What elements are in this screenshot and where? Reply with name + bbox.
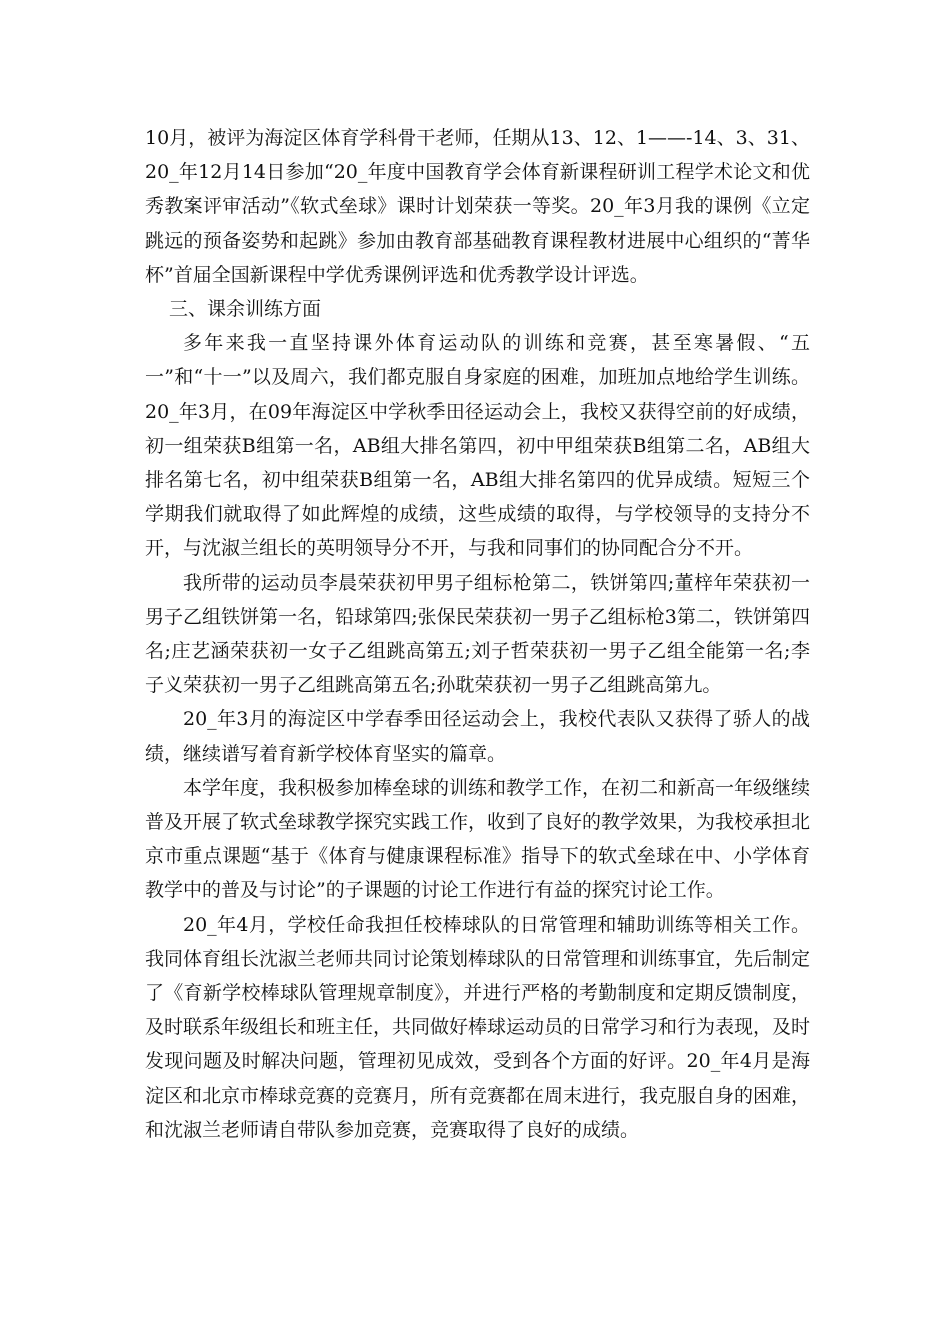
paragraph-award-history: 10月，被评为海淀区体育学科骨干老师，任期从13、12、1——-14、3、31、20_年12月14日参加“20_年度中国教育学会体育新课程研训工程学术论文和优秀教案评审活动”《软式垒球》课时计划荣获一等奖。20_年3月我的课例《立定跳远的预备姿势和起跳》参加由教育部基础教育课程教材进展中心组织的“菁华杯”首届全国新课程中学优秀课例评选和优秀教学设计评选。 — [145, 127, 810, 286]
document-body — [145, 121, 810, 1147]
paragraph-baseball-management: 20_年4月，学校任命我担任校棒球队的日常管理和辅助训练等相关工作。我同体育组长沈淑兰老师共同讨论策划棒球队的日常管理和训练事宜，先后制定了《育新学校棒球队管理规章制度》，并进行严格的考勤制度和定期反馈制度，及时联系年级组长和班主任，共同做好棒球运动员的日常学习和行为表现，及时发现问题及时解决问题，管理初见成效，受到各个方面的好评。20_年4月是海淀区和北京市棒球竞赛的竞赛月，所有竞赛都在周末进行，我克服自身的困难，和沈淑兰老师请自带队参加竞赛，竞赛取得了良好的成绩。 — [145, 913, 811, 1141]
section-heading-training: 三、课余训练方面 — [169, 298, 322, 321]
paragraph-athlete-results: 我所带的运动员李晨荣获初甲男子组标枪第二，铁饼第四;董梓年荣获初一男子乙组铁饼第一名，铅球第四;张保民荣获初一男子乙组标枪3第二，铁饼第四名;庄艺涵荣获初一女子乙组跳高第五;刘子哲荣获初一男子乙组全能第一名;李子义荣获初一男子乙组跳高第五名;孙耽荣获初一男子乙组跳高第九。 — [145, 571, 810, 697]
paragraph-spring-meet: 20_年3月的海淀区中学春季田径运动会上，我校代表队又获得了骄人的战绩，继续谱写着育新学校体育坚实的篇章。 — [145, 708, 810, 765]
paragraph-softball-teaching: 本学年度，我积极参加棒垒球的训练和教学工作，在初二和新高一年级继续普及开展了软式垒球教学探究实践工作，收到了良好的教学效果，为我校承担北京市重点课题“基于《体育与健康课程标准》指导下的软式垒球在中、小学体育教学中的普及与讨论”的子课题的讨论工作进行有益的探究讨论工作。 — [145, 776, 811, 902]
paragraph-training-overview: 多年来我一直坚持课外体育运动队的训练和竞赛，甚至寒暑假、“五一”和“十一”以及周六，我们都克服自身家庭的困难，加班加点地给学生训练。20_年3月，在09年海淀区中学秋季田径运动会上，我校又获得空前的好成绩，初一组荣获B组第一名，AB组大排名第四，初中甲组荣获B组第二名，AB组大排名第七名，初中组荣获B组第一名，AB组大排名第四的优异成绩。短短三个学期我们就取得了如此辉煌的成绩，这些成绩的取得，与学校领导的支持分不开，与沈淑兰组长的英明领导分不开，与我和同事们的协同配合分不开。 — [145, 332, 810, 560]
